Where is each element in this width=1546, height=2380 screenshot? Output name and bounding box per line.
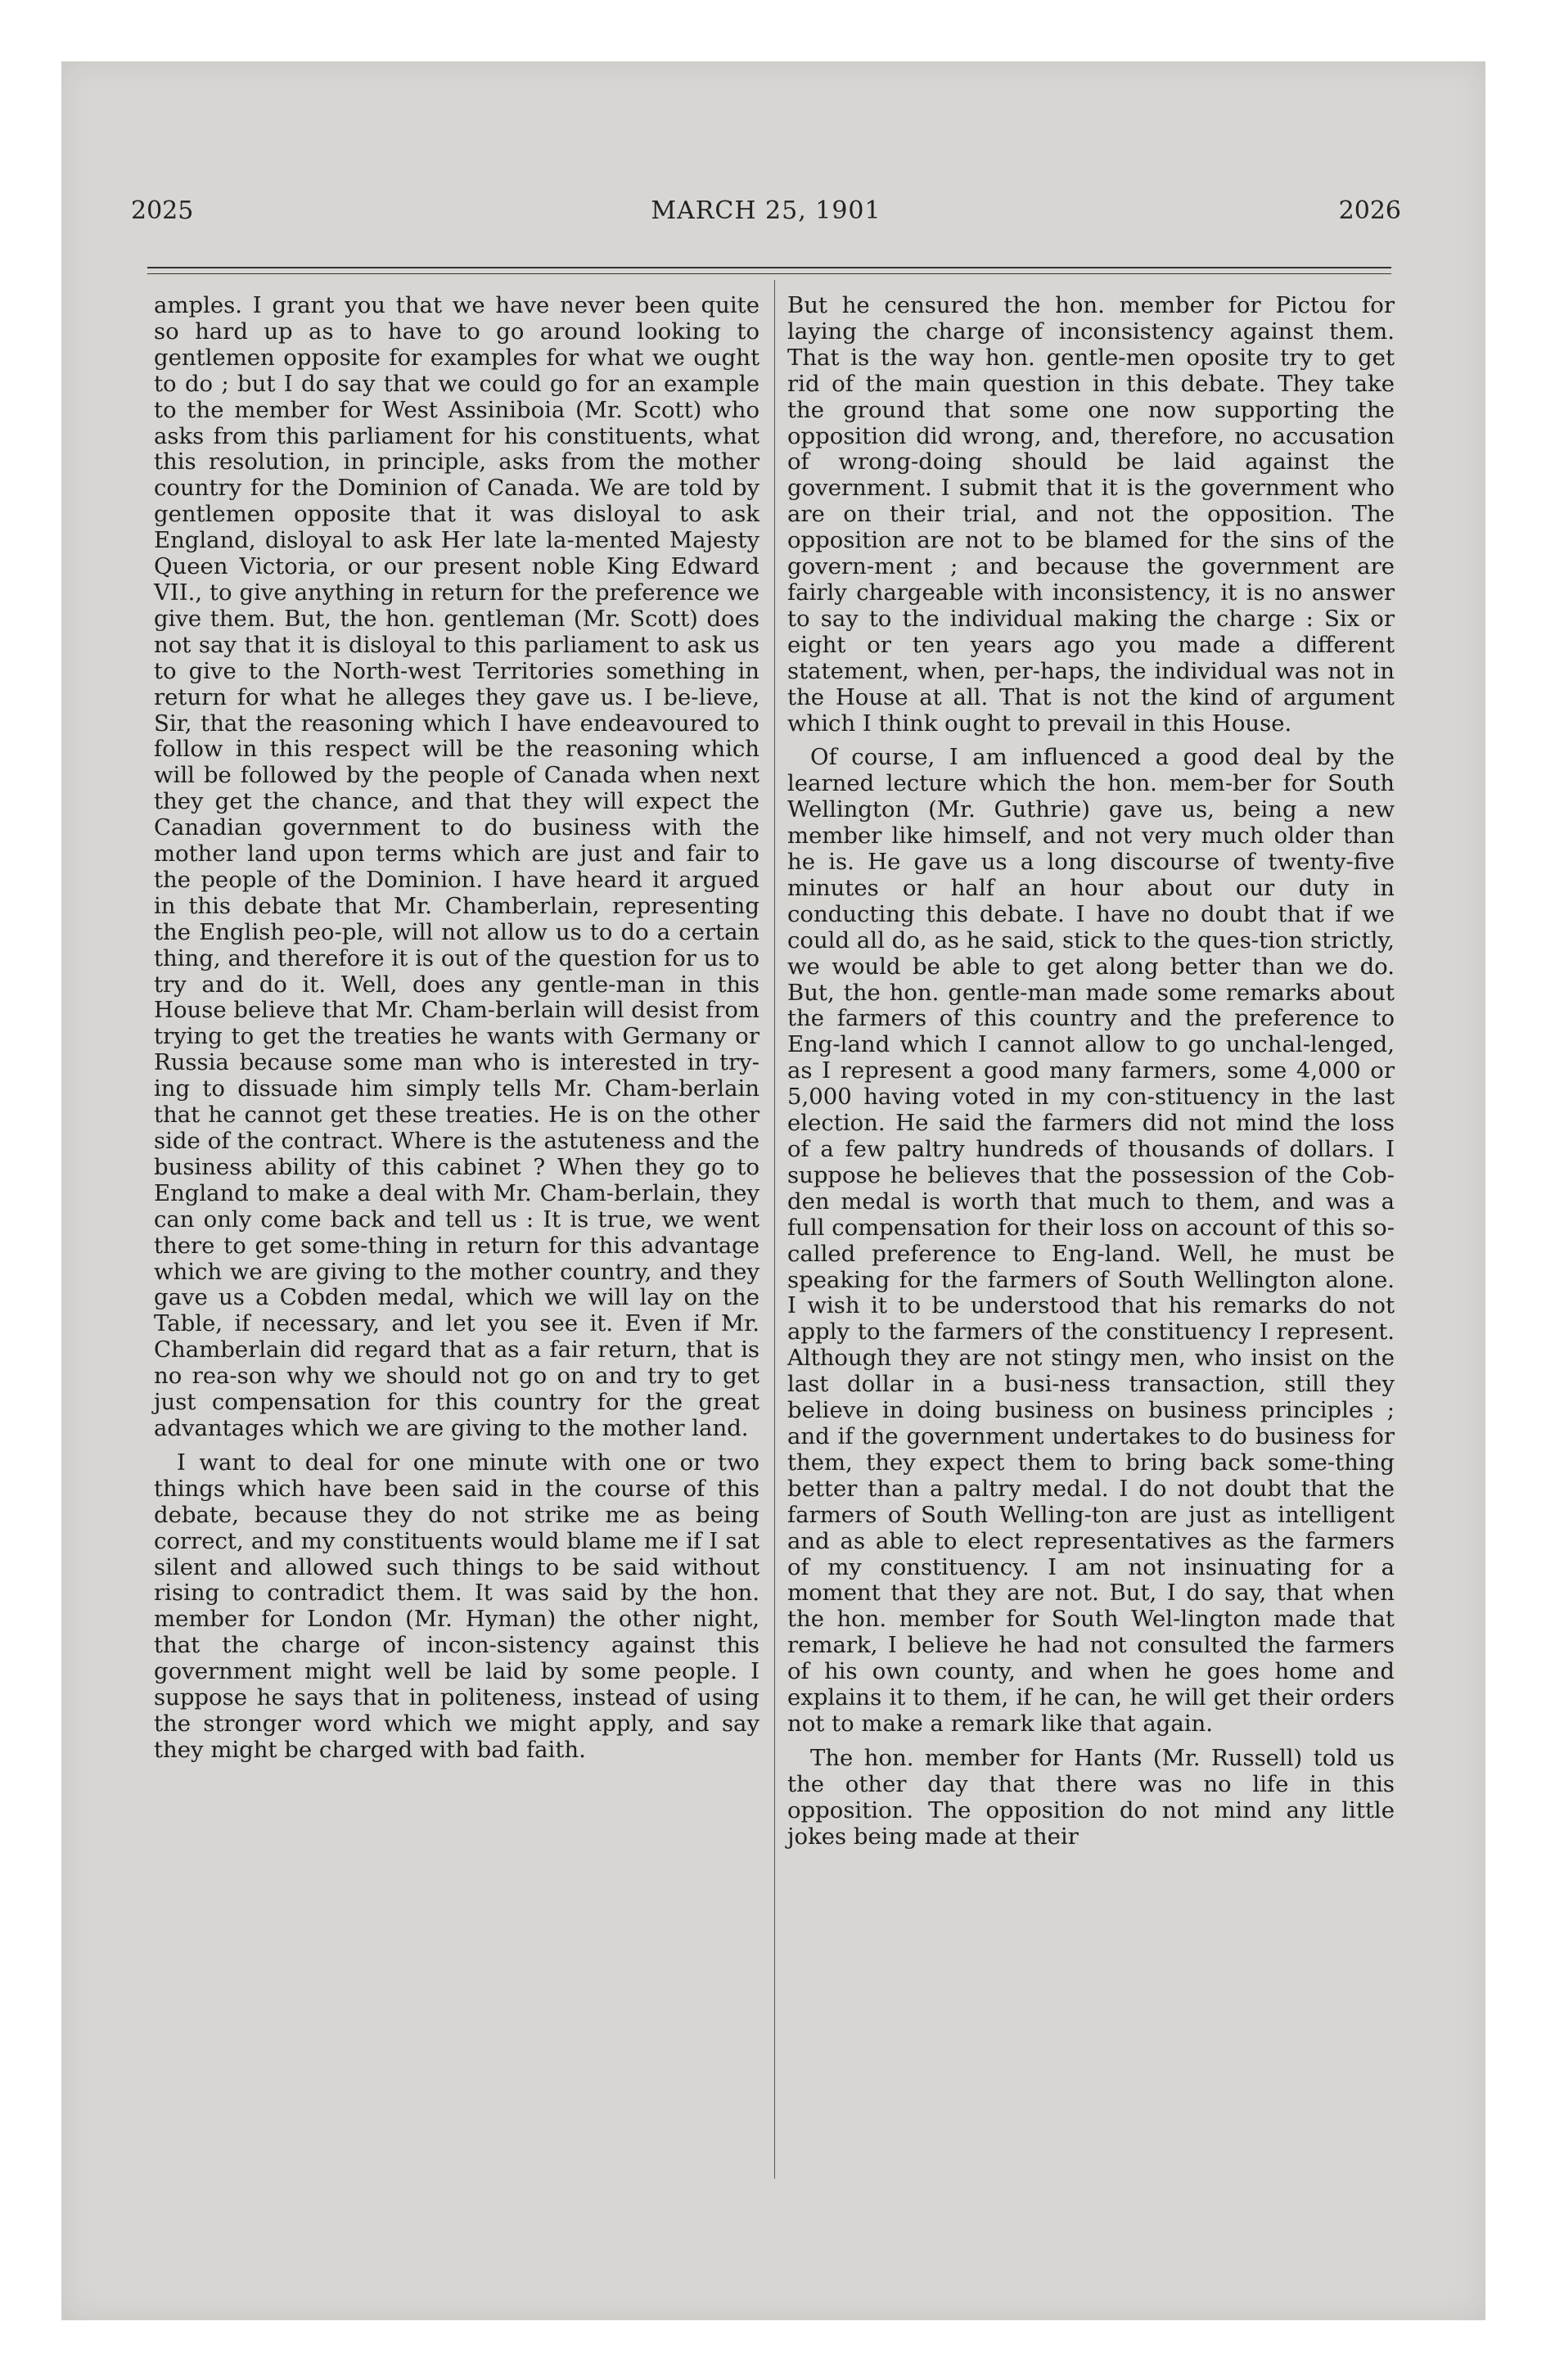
right-column	[787, 293, 1395, 1850]
page-number-right: 2026	[1338, 196, 1401, 225]
header-rule-thin	[147, 273, 1391, 274]
left-paragraph: I want to deal for one minute with one or two things which have been said in the course of this debate, because they do not strike me as being correct, and my constituents would blame me if I sat silent and allowed such things to be said without rising to contradict them. It was said by the hon. member for London (Mr. Hyman) the other night, that the charge of incon-sistency against this government might well be laid by some people. I suppose he says that in politeness, instead of using the stronger word which we might apply, and say they might be charged with bad faith.	[154, 1449, 759, 1763]
page-date: MARCH 25, 1901	[651, 196, 881, 225]
right-paragraph: The hon. member for Hants (Mr. Russell) told us the other day that there was no life in this opposition. The opposition do not mind any little jokes being made at their	[787, 1744, 1395, 1850]
header-rule	[147, 267, 1391, 268]
page-number-left: 2025	[131, 196, 194, 225]
left-column	[154, 293, 759, 1764]
left-paragraph: amples. I grant you that we have never been quite so hard up as to have to go around looking to gentlemen opposite for examples for what we ought to do ; but I do say that we could go for an example to the member for West Assiniboia (Mr. Scott) who asks from this parliament for his constituents, what this resolution, in principle, asks from the mother country for the Dominion of Canada. We are told by gentlemen opposite that it was disloyal to ask England, disloyal to ask Her late la-mented Majesty Queen Victoria, or our present noble King Edward VII., to give anything in return for the preference we give them. But, the hon. gentleman (Mr. Scott) does not say that it is disloyal to this parliament to ask us to give to the North-west Territories something in return for what he alleges they gave us. I be-lieve, Sir, that the reasoning which I have endeavoured to follow in this respect will be the reasoning which will be followed by the people of Canada when next they get the chance, and that they will expect the Canadian government to do business with the mother land upon terms which are just and fair to the people of the Dominion. I have heard it argued in this debate that Mr. Chamberlain, representing the English peo-ple, will not allow us to do a certain thing, and therefore it is out of the question for us to try and do it. Well, does any gentle-man in this House believe that Mr. Cham-berlain will desist from trying to get the treaties he wants with Germany or Russia because some man who is interested in try-ing to dissuade him simply tells Mr. Cham-berlain that he cannot get these treaties. He is on the other side of the contract. Where is the astuteness and the business ability of this cabinet ? When they go to England to make a deal with Mr. Cham-berlain, they can only come back and tell us : It is true, we went there to get some-thing in return for this advantage which we are giving to the mother country, and they gave us a Cobden medal, which we will lay on the Table, if necessary, and let you see it. Even if Mr. Chamberlain did regard that as a fair return, that is no rea-son why we should not go on and try to get just compensation for this country for the great advantages which we are giving to the mother land.	[154, 292, 759, 1441]
column-divider	[774, 280, 775, 2179]
right-paragraph: But he censured the hon. member for Pictou for laying the charge of inconsistency against them. That is the way hon. gentle-men oposite try to get rid of the main question in this debate. They take the ground that some one now supporting the opposition did wrong, and, therefore, no accusation of wrong-doing should be laid against the government. I submit that it is the government who are on their trial, and not the opposition. The opposition are not to be blamed for the sins of the govern-ment ; and because the government are fairly chargeable with inconsistency, it is no answer to say to the individual making the charge : Six or eight or ten years ago you made a different statement, when, per-haps, the individual was not in the House at all. That is not the kind of argument which I think ought to prevail in this House.	[787, 292, 1395, 737]
page-header	[131, 196, 1401, 246]
right-paragraph: Of course, I am influenced a good deal by the learned lecture which the hon. mem-ber for South Wellington (Mr. Guthrie) gave us, being a new member like himself, and not very much older than he is. He gave us a long discourse of twenty-five minutes or half an hour about our duty in conducting this debate. I have no doubt that if we could all do, as he said, stick to the ques-tion strictly, we would be able to get along better than we do. But, the hon. gentle-man made some remarks about the farmers of this country and the preference to Eng-land which I cannot allow to go unchal-lenged, as I represent a good many farmers, some 4,000 or 5,000 having voted in my con-stituency in the last election. He said the farmers did not mind the loss of a few paltry hundreds of thousands of dollars. I suppose he believes that the possession of the Cob-den medal is worth that much to them, and was a full compensation for their loss on account of this so-called preference to Eng-land. Well, he must be speaking for the farmers of South Wellington alone. I wish it to be understood that his remarks do not apply to the farmers of the constituency I represent. Although they are not stingy men, who insist on the last dollar in a busi-ness transaction, still they believe in doing business on business principles ; and if the government undertakes to do business for them, they expect them to bring back some-thing better than a paltry medal. I do not doubt that the farmers of South Welling-ton are just as intelligent and as able to elect representatives as the farmers of my constituency. I am not insinuating for a moment that they are not. But, I do say, that when the hon. member for South Wel-lington made that remark, I believe he had not consulted the farmers of his own county, and when he goes home and explains it to them, if he can, he will get their orders not to make a remark like that again.	[787, 744, 1395, 1737]
